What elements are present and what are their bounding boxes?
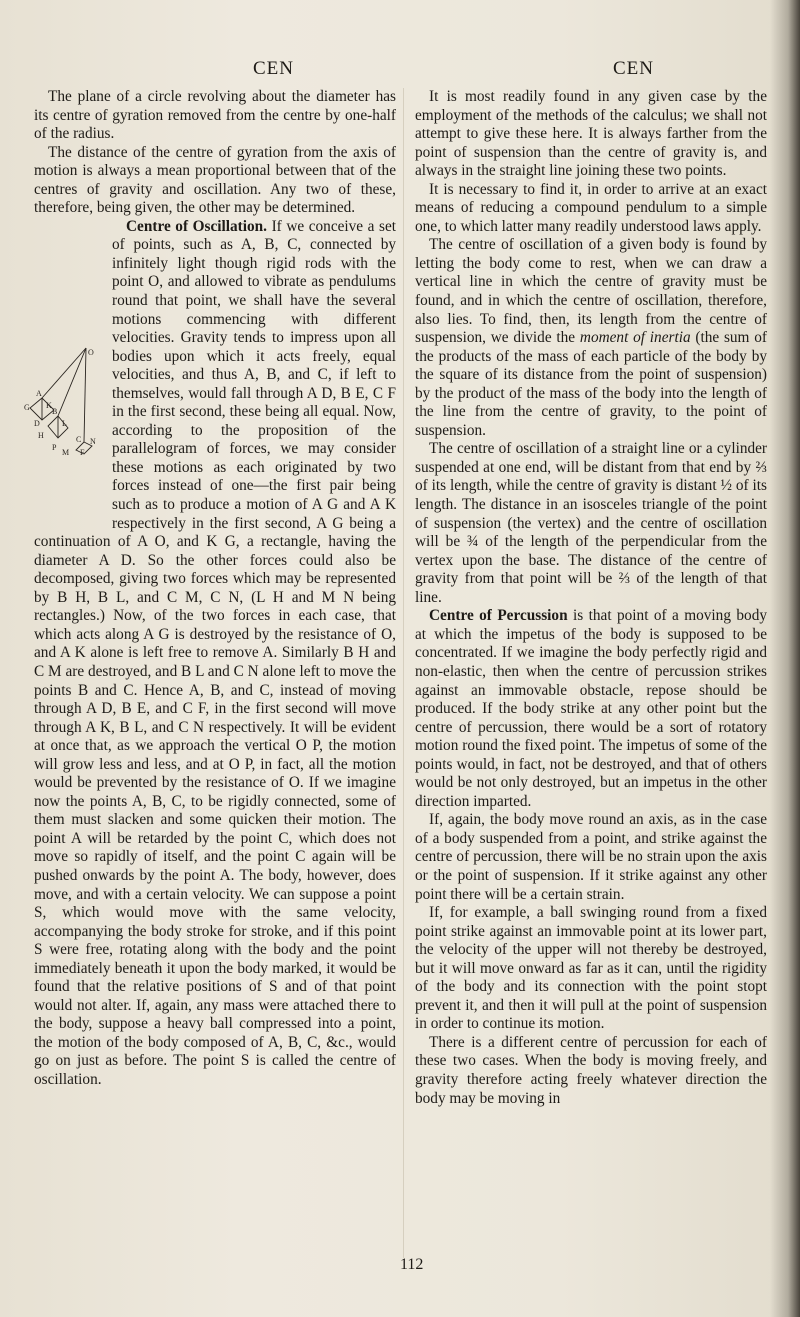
paragraph-gyration-circle: The plane of a circle revolving about the diameter has its centre of gyration removed from the centre by one-half of the radius. (34, 88, 396, 143)
pendulum-diagram (0, 346, 108, 456)
label-h: H (38, 430, 44, 440)
label-d: D (34, 418, 40, 428)
term-moment-of-inertia: moment of inertia (579, 329, 691, 347)
rod-oa (42, 348, 86, 398)
paragraph-straight-line-cylinder: The centre of oscillation of a straight line or a cylinder suspended at one end, will be distant from that end by ⅔ of its length, while the centre of gravity is distant ½ of its length. The distance in an isosceles triangle of the point of suspension (the vertex) and the centre of oscillation will be ¾ of the length of the perpendicular from the vertex upon the base. The distance of the centre of gravity from that point will be ⅔ of the length of that line. (415, 440, 767, 606)
paragraph-moment-of-inertia: The centre of oscillation of a given body is found by letting the body come to rest, when we can draw a vertical line in which the centre of gravity must be found, and in which the centre of oscillation, therefore, also lies. To find, then, its length from the centre of suspension, we divide the moment of inertia (the sum of the products of the mass of each particle of the body by the square of its distance from the point of suspension) by the product of the mass of the body into the length of the line from the centre of gravity, to the point of suspension. (415, 236, 767, 439)
page-edge-shadow (770, 0, 800, 1317)
running-header-right: CEN (613, 58, 654, 79)
oscillation-body-text: If we conceive a set of points, such as A, B, C, connected by infinitely light though rigid rods with the point O, and allowed to vibrate as pendulums round that point, we shall have the several motions commencing with different velocities. Gravity tends to impress upon all bodies upon which it acts freely, equal velocities, and thus A, B, and C, if left to themselves, would fall through A D, B E, C F in the first second, these being all equal. Now, according to the proposition of the parallelogram of forces, we may consider these motions as each originated by two forces instead of one—the first pair being such as to produce a motion of A G and A K respectively in the first second, A G being a continuation of A O, and K G, a rectangle, having the diameter A D. So the other forces could also be decomposed, giving two forces which may be represented by B H, B L, and C M, C N, (L H and M N being rectangles.) Now, of the two forces in each case, that which acts along A G is destroyed by the resistance of O, and A K alone is left free to remove A. Similarly B H and C M are destroyed, and B L and C N alone left to move the points B and C. Hence A, B, and C, instead of moving through A D, B E, and C F, in the first second will move through A K, B L, and C N respectively. It will be evident at once that, as we approach the vertical O P, the motion will grow less and less, and at O P, in fact, all the motion would be prevented by the resistance of O. If we imagine now the points A, B, C, to be rigidly connected, some of them must slacken and some quicken their motion. The point A will be retarded by the point C, which does not move so rapidly of itself, and the point C again will be pushed onwards by the point A. The body, however, does move, and with a certain velocity. We can suppose a point S, which would move with the same velocity, accompanying the body stroke for stroke, and if this point S were free, rotating along with the body and the point immediately beneath it upon the body marked, it would be found that the relative positions of S and of that point would not alter. If, again, any mass were attached there to the body, suppose a heavy ball compressed into a point, the motion of the body composed of A, B, C, &c., would go on just as before. The point S is called the centre of oscillation. (34, 217, 397, 1088)
label-b: B (52, 406, 58, 416)
paragraph-ball-example: If, for example, a ball swinging round from a fixed point strike against an immovable point at its lower part, the velocity of the upper will not thereby be destroyed, but it will move onward as far as it can, until the rigidity of the body and its connection with the point stopt prevent it, and then it will pull at the point of suspension in order to continue its motion. (415, 904, 767, 1033)
right-column (415, 88, 767, 1108)
label-l: L (62, 418, 67, 428)
label-c: C (76, 434, 82, 444)
paragraph-compound-pendulum: It is necessary to find it, in order to arrive at an exact means of reducing a compound pendulum to a simple one, to which latter many readily understood laws apply. (415, 180, 767, 235)
column-divider (403, 88, 404, 1258)
left-column (24, 88, 397, 1090)
paragraph-two-cases: There is a different centre of percussion for each of these two cases. When the body is moving freely, and gravity therefore acting freely whatever direction the body may be moving in (415, 1033, 767, 1107)
paragraph-gyration-distance: The distance of the centre of gyration from the axis of motion is always a mean proportional between that of the centres of gravity and oscillation. Any two of these, therefore, being given, the other may be determined. (34, 143, 396, 217)
label-p: P (52, 442, 57, 452)
rod-ob (58, 348, 86, 416)
section-heading-percussion: Centre of Percussion (429, 607, 568, 625)
label-g: G (24, 402, 30, 412)
label-f: F (80, 447, 85, 456)
running-header-left: CEN (253, 58, 294, 79)
paragraph-calculus: It is most readily found in any given case by the employment of the methods of the calculus; we shall not attempt to give these here. It is always farther from the point of suspension than the centre of gravity is, and always in the straight line joining these two points. (415, 88, 767, 180)
label-m: M (62, 447, 70, 456)
label-n: N (90, 436, 96, 446)
page-number: 112 (400, 1256, 424, 1273)
paragraph-centre-percussion: Centre of Percussion is that point of a moving body at which the impetus of the body is supposed to be concentrated. If we imagine the body perfectly rigid and non-elastic, then when the centre of percussion strikes against an immovable obstacle, repose should be produced. If the body strike at any other point but the centre of percussion, there would be a sort of rotatory motion round the fixed point. The impetus of some of the points would, in fact, not be destroyed, and that of others would be not only destroyed, but an impetus in the other direction imparted. (415, 607, 767, 810)
pendulum-figure (0, 218, 108, 518)
section-heading-oscillation: Centre of Oscillation. (126, 217, 267, 235)
paragraph-axis-strain: If, again, the body move round an axis, as in the case of a body suspended from a point, and strike against the centre of percussion, there will be no strain upon the axis or the point of suspension. If it strike against any other point there will be a certain strain. (415, 811, 767, 903)
label-a: A (36, 388, 42, 398)
label-o: O (88, 347, 94, 357)
rod-oc (84, 348, 86, 442)
label-k: K (46, 400, 52, 410)
paragraph-centre-oscillation (24, 217, 397, 1090)
